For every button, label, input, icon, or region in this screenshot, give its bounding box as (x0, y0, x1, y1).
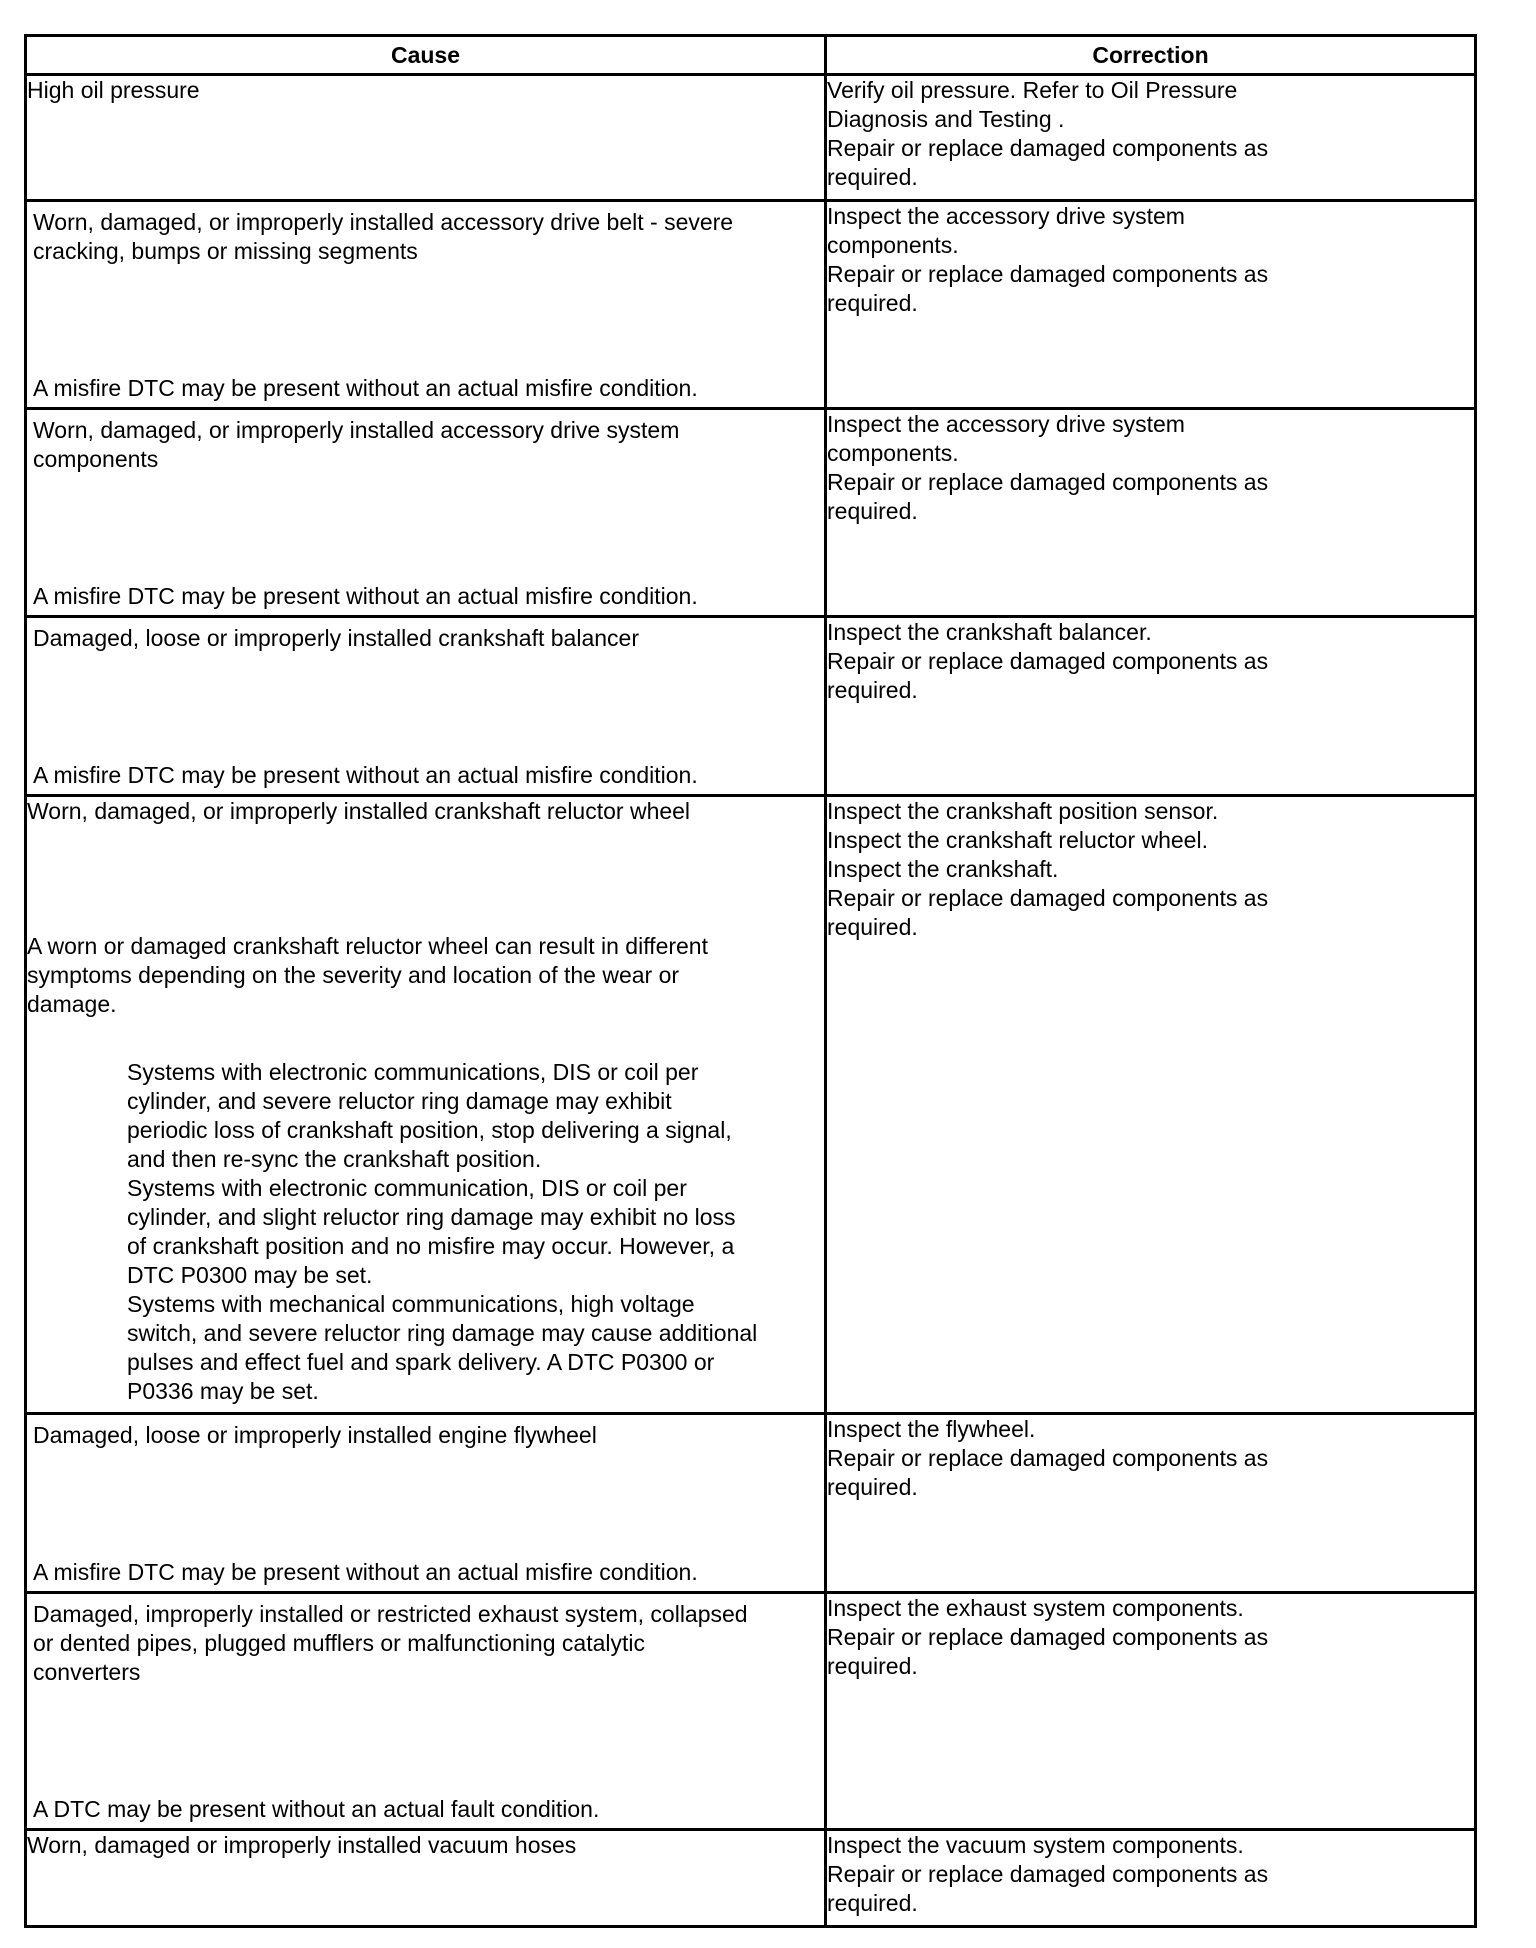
symptom-text: cylinder, and slight reluctor ring damage may exhibit no loss (127, 1204, 736, 1230)
correction-cell (826, 75, 1476, 201)
table-row (26, 1414, 1476, 1593)
fault-note: A DTC may be present without an actual fault condition. (33, 1796, 600, 1822)
cause-cell (26, 409, 826, 617)
header-cause: Cause (26, 36, 826, 75)
cause-text: components (33, 446, 159, 472)
correction-text: components. (827, 440, 959, 466)
symptom-text: and then re-sync the crankshaft position. (127, 1146, 542, 1172)
correction-text: Verify oil pressure. Refer to Oil Pressure (827, 77, 1238, 103)
symptom-text: switch, and severe reluctor ring damage may cause additional (127, 1320, 758, 1346)
table-row (26, 201, 1476, 409)
symptom-text: Systems with electronic communication, DIS or coil per (127, 1175, 687, 1201)
correction-text: Inspect the accessory drive system (827, 203, 1185, 229)
correction-text: Diagnosis and Testing . (827, 106, 1065, 132)
reluctor-note: damage. (27, 991, 117, 1017)
correction-text: required. (827, 164, 918, 190)
cause-cell (26, 1593, 826, 1830)
symptom-text: cylinder, and severe reluctor ring damage may exhibit (127, 1088, 672, 1114)
cause-cell (26, 1830, 826, 1927)
correction-text: required. (827, 914, 918, 940)
cause-text: Worn, damaged, or improperly installed accessory drive belt - severe (33, 209, 734, 235)
correction-cell (826, 1414, 1476, 1593)
header-row (26, 36, 1476, 75)
correction-cell (826, 409, 1476, 617)
correction-text: Inspect the flywheel. (827, 1416, 1036, 1442)
correction-text: required. (827, 1653, 918, 1679)
table-row (26, 75, 1476, 201)
correction-text: Inspect the accessory drive system (827, 411, 1185, 437)
correction-text: Inspect the crankshaft. (827, 856, 1059, 882)
misfire-note: A misfire DTC may be present without an actual misfire condition. (33, 375, 698, 401)
cause-text: Worn, damaged, or improperly installed crankshaft reluctor wheel (27, 798, 691, 824)
correction-text: required. (827, 498, 918, 524)
correction-text: Repair or replace damaged components as (827, 135, 1269, 161)
table-row (26, 1830, 1476, 1927)
cause-text: Damaged, loose or improperly installed crankshaft balancer (33, 625, 639, 651)
cause-text: High oil pressure (27, 77, 200, 103)
correction-text: Inspect the crankshaft position sensor. (827, 798, 1219, 824)
cause-cell (26, 796, 826, 1414)
cause-text: converters (33, 1659, 141, 1685)
correction-text: Inspect the crankshaft reluctor wheel. (827, 827, 1208, 853)
misfire-note: A misfire DTC may be present without an actual misfire condition. (33, 762, 698, 788)
correction-text: Repair or replace damaged components as (827, 885, 1269, 911)
cause-text: or dented pipes, plugged mufflers or malfunctioning catalytic (33, 1630, 645, 1656)
correction-cell (826, 617, 1476, 796)
correction-cell (826, 201, 1476, 409)
cause-cell (26, 1414, 826, 1593)
cause-text: Damaged, improperly installed or restricted exhaust system, collapsed (33, 1601, 748, 1627)
table-row (26, 796, 1476, 1414)
cause-cell (26, 75, 826, 201)
table-row (26, 409, 1476, 617)
symptom-text: DTC P0300 may be set. (127, 1262, 373, 1288)
symptom-text: Systems with electronic communications, DIS or coil per (127, 1059, 699, 1085)
correction-text: Inspect the crankshaft balancer. (827, 619, 1152, 645)
correction-text: Repair or replace damaged components as (827, 1624, 1269, 1650)
cause-text: Worn, damaged, or improperly installed accessory drive system (33, 417, 680, 443)
misfire-note: A misfire DTC may be present without an actual misfire condition. (33, 583, 698, 609)
correction-text: required. (827, 1890, 918, 1916)
symptom-text: of crankshaft position and no misfire may occur. However, a (127, 1233, 735, 1259)
symptom-text: P0336 may be set. (127, 1378, 319, 1404)
correction-text: required. (827, 677, 918, 703)
system-symptoms-list (27, 1058, 824, 1406)
reluctor-note: symptoms depending on the severity and location of the wear or (27, 962, 680, 988)
table-row (26, 617, 1476, 796)
correction-cell (826, 1593, 1476, 1830)
misfire-note: A misfire DTC may be present without an actual misfire condition. (33, 1559, 698, 1585)
symptom-text: periodic loss of crankshaft position, stop delivering a signal, (127, 1117, 732, 1143)
symptom-text: pulses and effect fuel and spark delivery. A DTC P0300 or (127, 1349, 715, 1375)
cause-correction-table (24, 34, 1477, 1928)
cause-cell (26, 201, 826, 409)
header-correction: Correction (826, 36, 1476, 75)
correction-text: required. (827, 1474, 918, 1500)
correction-text: Repair or replace damaged components as (827, 261, 1269, 287)
correction-text: Repair or replace damaged components as (827, 469, 1269, 495)
correction-text: required. (827, 290, 918, 316)
table-row (26, 1593, 1476, 1830)
correction-text: Inspect the exhaust system components. (827, 1595, 1244, 1621)
cause-cell (26, 617, 826, 796)
correction-cell (826, 796, 1476, 1414)
symptom-text: Systems with mechanical communications, high voltage (127, 1291, 695, 1317)
cause-text: Worn, damaged or improperly installed vacuum hoses (27, 1832, 577, 1858)
reluctor-note: A worn or damaged crankshaft reluctor wheel can result in different (27, 933, 708, 959)
cause-text: cracking, bumps or missing segments (33, 238, 418, 264)
cause-text: Damaged, loose or improperly installed engine flywheel (33, 1422, 597, 1448)
correction-text: Repair or replace damaged components as (827, 1445, 1269, 1471)
correction-text: Inspect the vacuum system components. (827, 1832, 1244, 1858)
correction-text: Repair or replace damaged components as (827, 648, 1269, 674)
correction-text: Repair or replace damaged components as (827, 1861, 1269, 1887)
correction-cell (826, 1830, 1476, 1927)
correction-text: components. (827, 232, 959, 258)
